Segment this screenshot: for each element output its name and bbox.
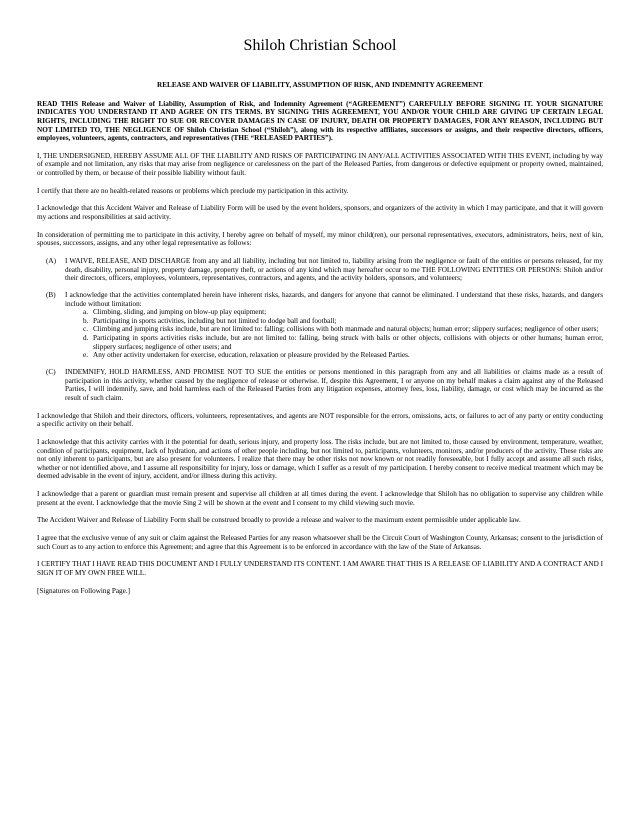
clause-marker: (C) — [46, 368, 56, 377]
risk-item-marker: a. — [83, 308, 88, 317]
risk-item-marker: e. — [83, 351, 88, 360]
risk-item-text: Participating in sports activities risks include, but are not limited to: falling, being struck with balls or other objects, collisions with objects or other humans; human error, slippery surfaces; negligence of other users; and — [93, 334, 603, 351]
signatures-note: [Signatures on Following Page.] — [37, 586, 131, 595]
risk-item — [65, 334, 603, 351]
document-title: RELEASE AND WAIVER OF LIABILITY, ASSUMPTION OF RISK, AND INDEMNITY AGREEMENT — [157, 81, 483, 89]
clause-text: I WAIVE, RELEASE, AND DISCHARGE from any and all liability, including but not limited to, liability arising from the negligence or fault of the entities or persons released, for my death, disability, personal injury, property damage, property theft, or actions of any kind which may hereafter occur to me THE FOLLOWING ENTITIES OR PERSONS: Shiloh and/or their directors, officers, employees, volunteers, representatives, contractors, and agents, and the activity holders, sponsors, and volunteers; — [65, 256, 603, 283]
risk-item-marker: c. — [83, 325, 88, 334]
clause-text: I acknowledge that the activities contemplated herein have inherent risks, hazards, and dangers for anyone that cannot be eliminated. I understand that these risks, hazards, and dangers include without limitation: — [65, 290, 603, 308]
notice-paragraph: READ THIS Release and Waiver of Liability, Assumption of Risk, and Indemnity Agreement (“AGREEMENT”) CAREFULLY BEFORE SIGNING IT. YOUR SIGNATURE INDICATES YOU UNDERSTAND IT AND AGREE ON ITS TERMS. BY SIGNING THIS AGREEMENT, YOU AND/OR YOUR CHILD ARE GIVING UP CERTAIN LEGAL RIGHTS, INCLUDING THE RIGHT TO SUE OR RECOVER DAMAGES IN CASE OF INJURY, DEATH OR PROPERTY DAMAGES, FOR ANY REASON, INCLUDING BUT NOT LIMITED TO, THE NEGLIGENCE OF Shiloh Christian School (“Shiloh”), along with its respective affiliates, successors or assigns, and their respective directors, officers, employees, volunteers, agents, contractors, and representatives (THE “RELEASED PARTIES”). — [37, 99, 603, 143]
risk-item-text: Climbing and jumping risks include, but are not limited to: falling; collisions with both manmade and natural objects; human error; slippery surfaces; negligence of other users; — [93, 325, 599, 334]
school-name: Shiloh Christian School — [243, 37, 397, 54]
certification-paragraph: I CERTIFY THAT I HAVE READ THIS DOCUMENT AND I FULLY UNDERSTAND ITS CONTENT. I AM AWARE THAT THIS IS A RELEASE OF LIABILITY AND A CONTRACT AND I SIGN IT OF MY OWN FREE WILL. — [37, 560, 603, 577]
risk-item — [65, 308, 603, 317]
clause-text: INDEMNIFY, HOLD HARMLESS, AND PROMISE NOT TO SUE the entities or persons mentioned in this paragraph from any and all liabilities or claims made as a result of participation in this activity, whether caused by the negligence of release or otherwise. If, despite this Agreement, I or anyone on my behalf makes a claim against any of the Released Parties, I will indemnify, save, and hold harmless each of the Released Parties from any litigation expenses, attorney fees, loss, liability, damage, or cost which may be incurred as the result of such claim. — [65, 368, 603, 402]
risk-item — [65, 351, 603, 360]
not-responsible-paragraph: I acknowledge that Shiloh and their directors, officers, volunteers, representatives, and agents are NOT responsible for the errors, omissions, acts, or failures to act of any party or entity conducting a specific activity on their behalf. — [37, 411, 603, 429]
risk-item-marker: d. — [83, 334, 89, 343]
assumption-paragraph: I, THE UNDERSIGNED, HEREBY ASSUME ALL OF THE LIABILITY AND RISKS OF PARTICIPATING IN ANY/ALL ACTIVITIES ASSOCIATED WITH THIS EVENT, including by way of example and not limitation, any risks that may arise from negligence or carelessness on the part of the Released Parties, from dangerous or defective equipment or property owned, maintained, or controlled by them, or because of their possible liability without fault. — [37, 151, 603, 178]
health-certification-paragraph: I certify that there are no health-related reasons or problems which preclude my participation in this activity. — [37, 186, 349, 195]
risk-item-text: Any other activity undertaken for exercise, education, relaxation or pleasure provided by the Released Parties. — [93, 351, 410, 360]
risk-item — [65, 317, 603, 326]
venue-paragraph: I agree that the exclusive venue of any suit or claim against the Released Parties for any reason whatsoever shall be the Circuit Court of Washington County, Arkansas; consent to the jurisdiction of such Court as to any action to enforce this Agreement; and agree that this Agreement is to be enforced in accordance with the law of the State of Arkansas. — [37, 533, 603, 551]
clause-marker: (B) — [46, 290, 56, 299]
clause-marker: (A) — [46, 256, 56, 265]
clause-b — [37, 291, 603, 360]
risk-item-text: Participating in sports activities, including but not limited to dodge ball and football; — [93, 316, 337, 325]
risk-item — [65, 325, 603, 334]
clause-a — [37, 257, 603, 283]
risk-item-marker: b. — [83, 316, 89, 325]
risk-sublist — [65, 308, 603, 360]
risk-acknowledgement-paragraph: I acknowledge that this activity carries with it the potential for death, serious injury, and property loss. The risks include, but are not limited to, those caused by environment, temperature, weather, condition of participants, equipment, lack of hydration, and actions of other people including, but not limited to, participants, volunteers, monitors, and/or producers of the activity. These risks are not only inherent to participants, but are also present for volunteers. I realize that there may be other risks not now known or not readily foreseeable, but I fully accept and assume all such risks, whether or not identified above, and I assume all responsibility for injury, loss or damage, which I suffer as a result of my participation. I hereby consent to receive medical treatment which may be deemed advisable in the event of injury, accident, and/or illness during this activity. — [37, 437, 603, 481]
clause-body — [65, 291, 603, 360]
construction-paragraph: The Accident Waiver and Release of Liability Form shall be construed broadly to provide a release and waiver to the maximum extent permissible under applicable law. — [37, 516, 521, 525]
clause-list — [37, 257, 603, 403]
parent-supervision-paragraph: I acknowledge that a parent or guardian must remain present and supervise all children at all times during the event. I acknowledge that Shiloh has no obligation to supervise any children while present at the event. I acknowledge that the movie Sing 2 will be shown at the event and I consent to my child viewing such movie. — [37, 490, 603, 507]
clause-c — [37, 368, 603, 403]
form-usage-paragraph: I acknowledge that this Accident Waiver and Release of Liability Form will be used by the event holders, sponsors, and organizers of the activity in which I may participate, and that it will govern my actions and responsibilities at said activity. — [37, 204, 603, 222]
risk-item-text: Climbing, sliding, and jumping on blow-up play equipment; — [93, 308, 267, 317]
consideration-paragraph: In consideration of permitting me to participate in this activity, I hereby agree on behalf of myself, my minor child(ren), our personal representatives, executors, administrators, heirs, next of kin, spouses, successors, assigns, and any other legal representative as follows: — [37, 230, 603, 248]
